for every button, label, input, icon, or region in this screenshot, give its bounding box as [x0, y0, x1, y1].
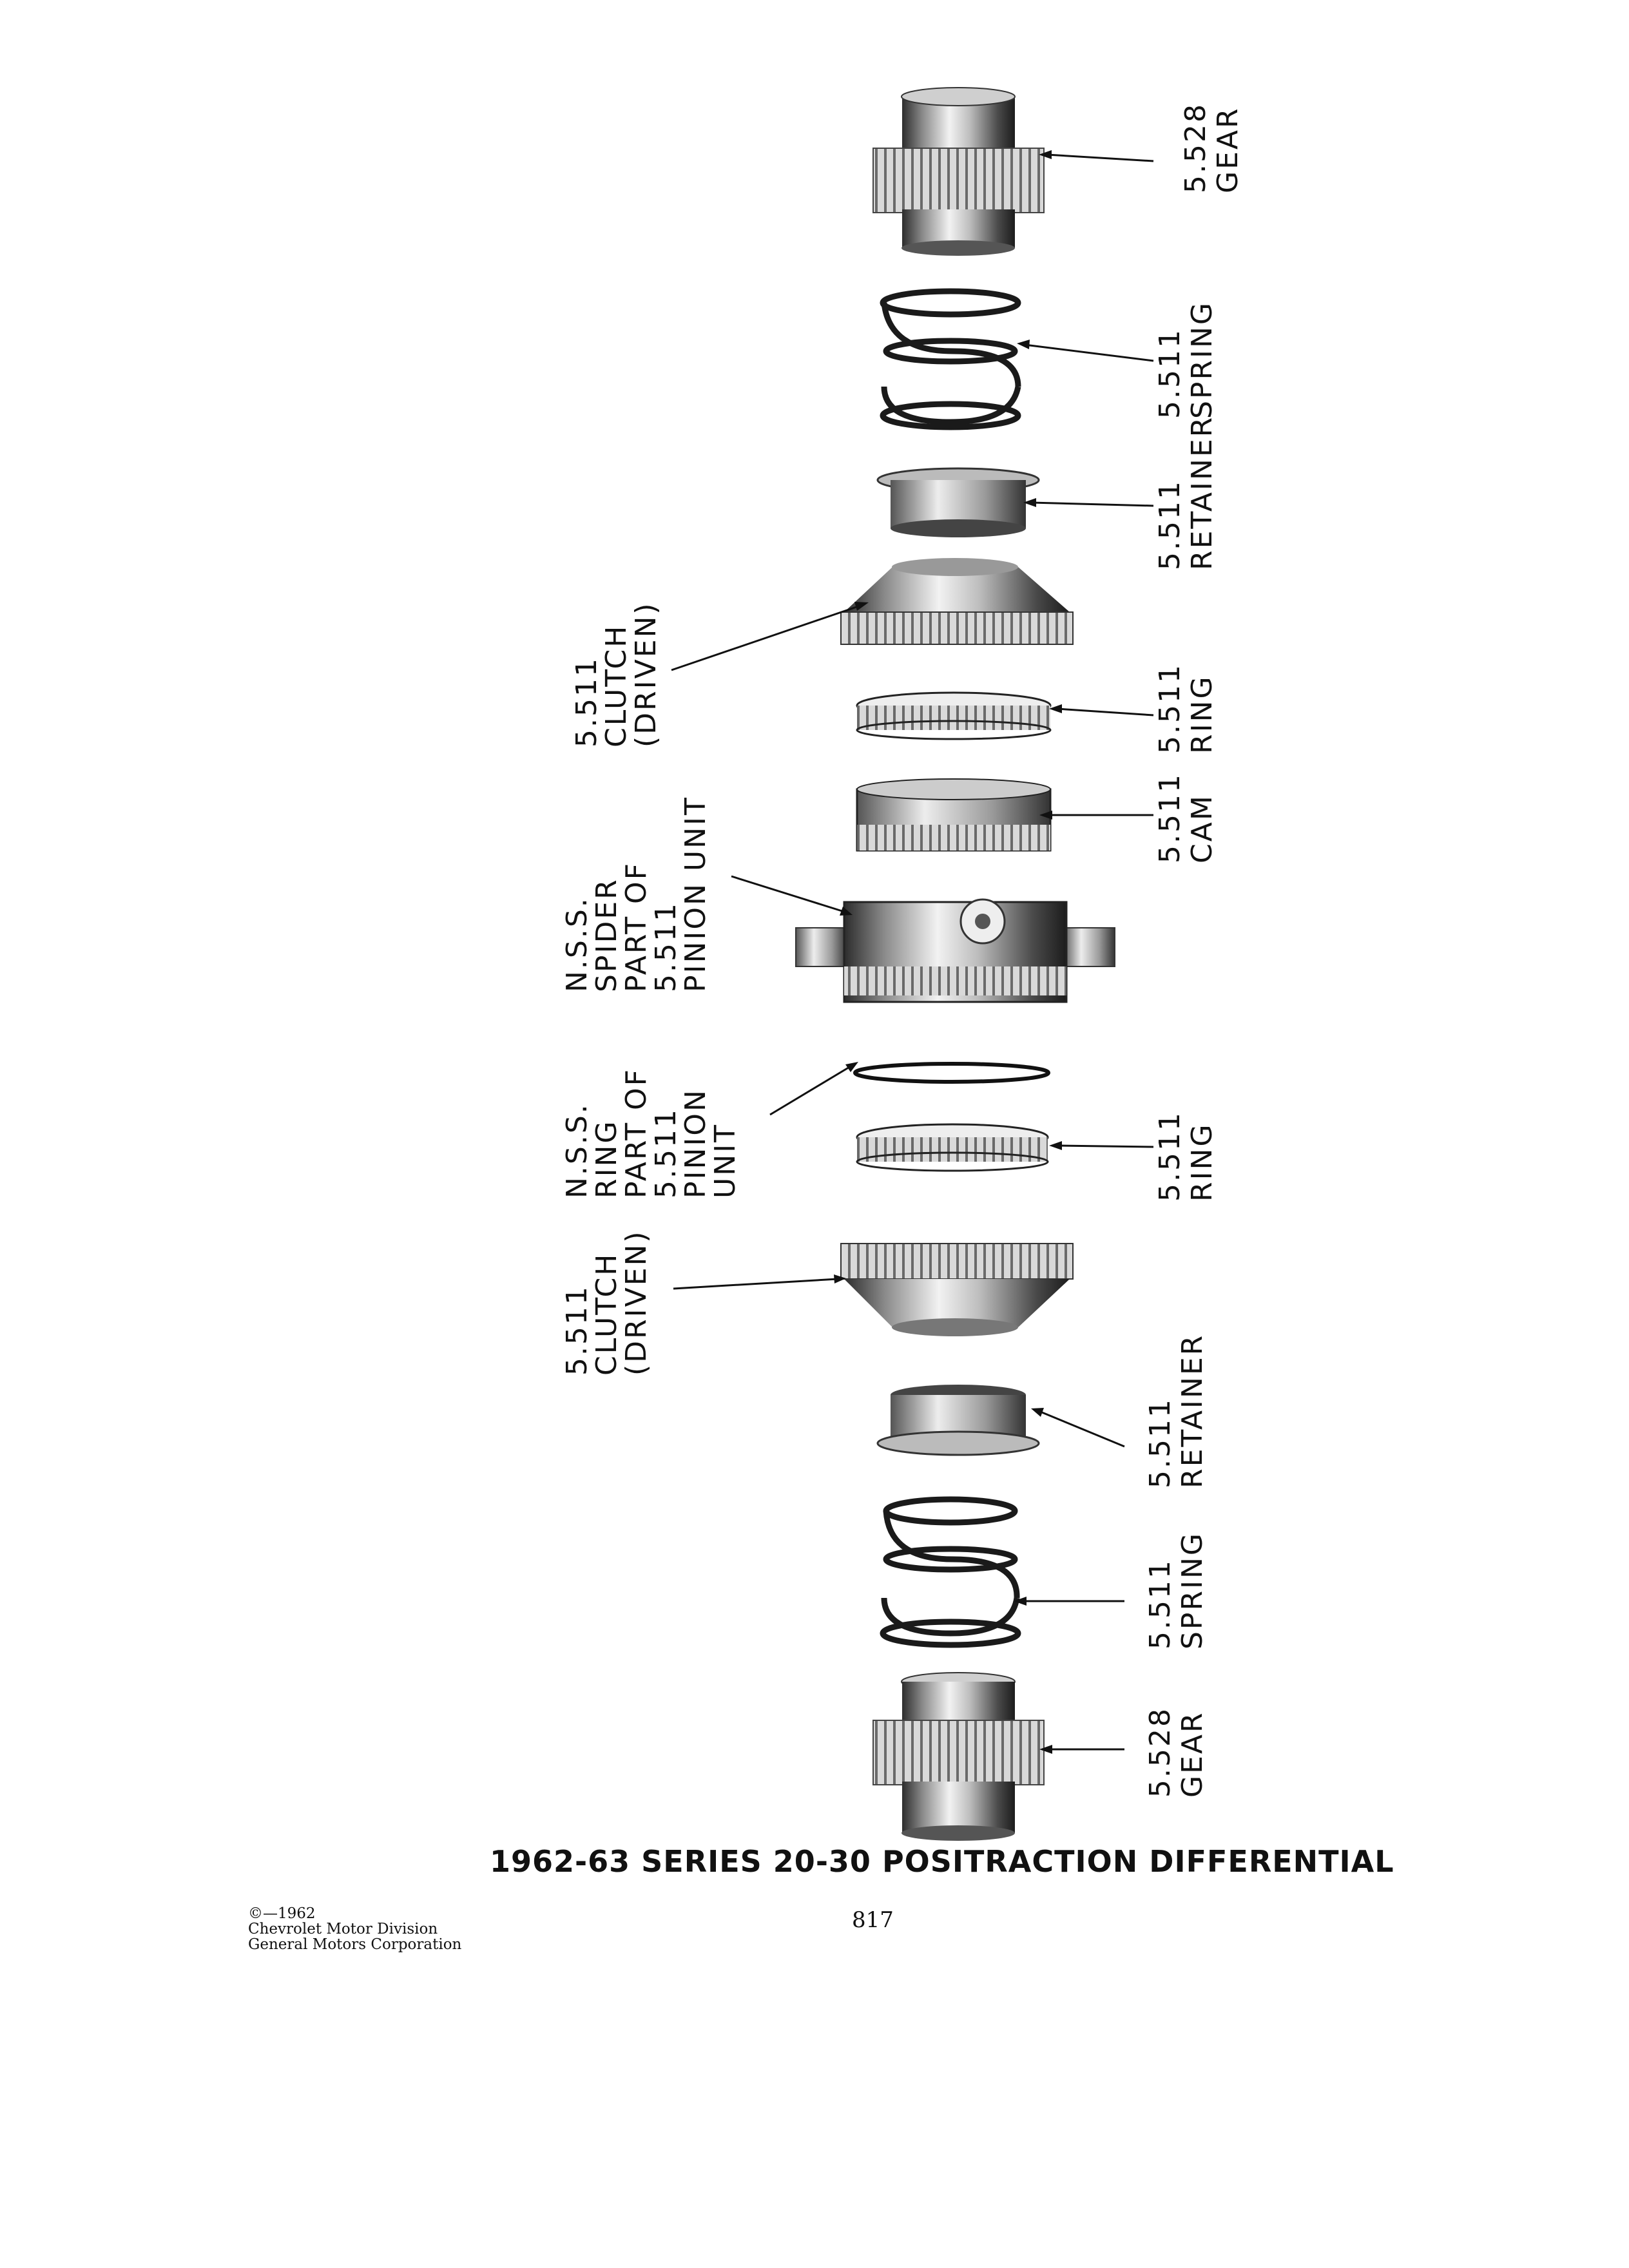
svg-text:5.528GEAR: 5.528GEAR [1144, 1707, 1209, 1798]
svg-text:5.511SPRING: 5.511SPRING [1153, 300, 1219, 419]
clutch-top-part [841, 558, 1073, 644]
credit-line: Chevrolet Motor Division [248, 1921, 438, 1937]
svg-text:5.511RETAINER: 5.511RETAINER [1153, 415, 1219, 570]
diagram-title: 1962-63 SERIES 20-30 POSITRACTION DIFFERENTIAL [490, 1844, 1394, 1879]
ring-upper-part [857, 693, 1050, 739]
callout-clutch-top [570, 601, 662, 747]
svg-text:5.511RING: 5.511RING [1153, 663, 1219, 754]
spring-top-part [883, 291, 1018, 427]
retainer-top-part [878, 468, 1039, 537]
gear-bottom-part [873, 1673, 1044, 1841]
gear-top-part [873, 88, 1044, 256]
svg-text:5.511SPRING: 5.511SPRING [1144, 1531, 1209, 1649]
cam-part [857, 779, 1050, 850]
svg-text:5.511RETAINER: 5.511RETAINER [1144, 1333, 1209, 1488]
svg-text:5.511CLUTCH(DRIVEN): 5.511CLUTCH(DRIVEN) [570, 601, 662, 747]
credit-line: General Motors Corporation [248, 1936, 462, 1953]
callout-retainer-top [1153, 416, 1219, 570]
svg-text:5.511CAM: 5.511CAM [1153, 773, 1219, 863]
callout-ring-upper [1153, 663, 1219, 754]
ring-lower-part [857, 1124, 1048, 1171]
callout-retainer-bottom [1144, 1334, 1209, 1488]
spring-bottom-part [883, 1499, 1018, 1645]
callout-clutch-bottom [561, 1229, 653, 1376]
svg-text:5.511RING: 5.511RING [1153, 1111, 1219, 1202]
svg-text:N.S.S.SPIDERPART OF5.511PINION: N.S.S.SPIDERPART OF5.511PINION UNIT [561, 796, 712, 992]
callout-spring-bottom [1144, 1532, 1209, 1649]
page-number: 817 [852, 1907, 894, 1933]
svg-text:N.S.S.RINGPART OF5.511PINIONUN: N.S.S.RINGPART OF5.511PINIONUNIT [561, 1068, 742, 1198]
callout-spider [561, 796, 712, 992]
svg-text:5.511CLUTCH(DRIVEN): 5.511CLUTCH(DRIVEN) [561, 1229, 653, 1376]
svg-text:5.528GEAR: 5.528GEAR [1179, 102, 1244, 193]
copyright-credit [248, 1906, 461, 1952]
credit-line: ©—1962 [248, 1905, 316, 1922]
retainer-bottom-part [878, 1385, 1039, 1455]
callout-gear-top [1179, 102, 1244, 193]
callout-cam [1153, 773, 1219, 863]
callout-nss-ring [561, 1068, 742, 1198]
callout-spring-top [1153, 301, 1219, 419]
clutch-bottom-part [841, 1244, 1073, 1336]
callout-gear-bottom [1144, 1707, 1209, 1798]
callout-ring-lower [1153, 1111, 1219, 1202]
nss-ring-part [855, 1064, 1048, 1082]
